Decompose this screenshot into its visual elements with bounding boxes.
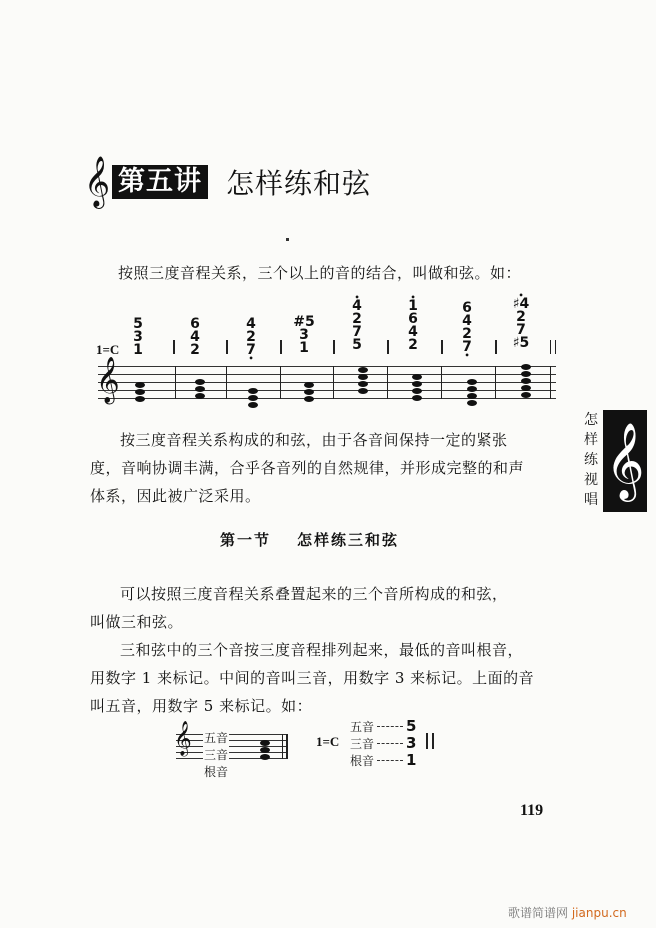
chord-notes (412, 374, 422, 402)
staff (98, 366, 556, 398)
label-fifth: 五音 (204, 731, 229, 745)
barline (226, 340, 228, 354)
chord-notes (521, 364, 531, 399)
barline (280, 340, 282, 354)
barline (173, 340, 175, 354)
chord-6: • 1 6 4 2 (401, 300, 425, 352)
body-paragraph: 可以按照三度音程关系叠置起来的三个音所构成的和弦， 叫做三和弦。 三和弦中的三个音按三度音程排列起来，最低的音叫根音， 用数字 1 来标记。中间的音叫三音，用数字 3 来标记。上面的音 叫五音，用数字 5 来标记。如： (90, 585, 535, 715)
chord-8: • ♯4 2 7 ♯5 (506, 298, 536, 350)
key-signature: 1=C (96, 342, 120, 357)
treble-clef-icon: 𝄞 (96, 357, 120, 403)
chord-4: #5 3 1 (293, 314, 315, 356)
label-root: 根音 (204, 765, 229, 779)
final-barline (426, 733, 434, 749)
chapter-heading: 怎样练和弦 (226, 167, 372, 200)
chord-5: • 4 2 7 5 (345, 300, 369, 352)
example-staff (176, 734, 288, 758)
ink-dot (286, 238, 289, 241)
chord-2: 6 4 2 (190, 316, 200, 358)
example-numbered: 五音 5 三音 3 根音 1 (350, 717, 417, 769)
chord-notes (358, 367, 368, 395)
chord-notes (135, 382, 145, 403)
watermark: 歌谱简谱网 jianpu.cn (508, 906, 627, 920)
barline (387, 340, 389, 354)
chord-notes (248, 388, 258, 409)
chord-notes (467, 379, 477, 407)
chapter-title (84, 156, 371, 208)
final-barline (550, 340, 556, 354)
label-third: 三音 (204, 748, 229, 762)
barline (333, 340, 335, 354)
chord-7: 6 4 2 7 • (455, 302, 479, 354)
side-tab-label: 怎 样 练 视 唱 (584, 412, 598, 508)
body-paragraph: 按三度音程关系构成的和弦，由于各音间保持一定的紧张 度，音响协调丰满，合乎各音列的自然规律，并形成完整的和声 体系，因此被广泛采用。 (90, 431, 525, 505)
chord-1: 5 3 1 (133, 316, 143, 358)
barline (441, 340, 443, 354)
chord-3: 4 2 7 • (239, 318, 263, 357)
section-heading: 第一节 怎样练三和弦 (220, 531, 400, 549)
chord-notes (195, 379, 205, 400)
key-signature: 1=C (316, 734, 340, 749)
treble-clef-icon: 𝄞 (84, 156, 111, 207)
chapter-badge: 第五讲 (112, 165, 208, 199)
treble-clef-icon: 𝄞 (174, 721, 192, 756)
barline (495, 340, 497, 354)
chord-notes (304, 382, 314, 403)
treble-clef-icon: 𝄞 (603, 410, 647, 512)
page-number: 119 (520, 802, 544, 819)
intro-paragraph: 按照三度音程关系，三个以上的音的结合，叫做和弦。如： (118, 264, 522, 282)
